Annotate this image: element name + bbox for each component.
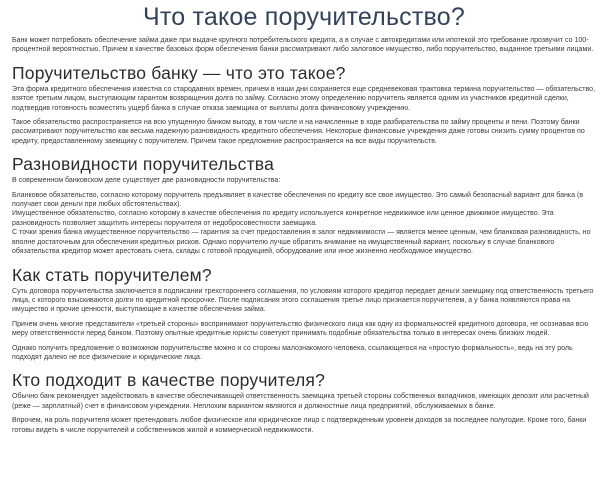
section-heading: Кто подходит в качестве поручителя? [12, 370, 326, 391]
section-paragraph: Однако получить предложение о возможном поручительстве можно и со стороны малознакомого человека, ссылающегося на «простую формальность», ведь на эту роль подходят далеко не все физические и юридические лица. [12, 344, 573, 361]
intro-paragraph: Банк может потребовать обеспечение займа даже при выдаче крупного потребительского кредита, а в случае с автокредитами или ипотекой это требование прозвучит со 100-процентной вероятностью. Причем в качестве базовых форм обеспечения банки рассматривают либо залоговое имущество, либо поручительство, выданное третьими лицами. [12, 37, 594, 54]
section-heading: Поручительство банку — что это такое? [12, 62, 346, 83]
section-paragraph: Обычно банк рекомендует задействовать в качестве обеспечивающей ответственность заемщика третьей стороны собственных вкладчиков, имеющих депозит или расчетный (реже — зарплатный) счет в финансовом учреждении. Неплохим вариантом являются и должностные лица предприятий, обслуживаемых в банке. [12, 393, 589, 410]
section-paragraph: С точки зрения банка имущественное поручительство — гарантия за счет предоставления в залог недвижимости — является менее ценным, чем бланковая разновидность, но вполне достаточным для обеспечения кредитных рисков. Однако поручителю лучше обратить внимание на имущественный вариант, поскольку в случае бланкового обязательства кредитор может арестовать счета, склады с готовой продукцией, оборудование или иное жизненно необходимое имущество. [12, 229, 591, 256]
section-who-qualifies [12, 370, 596, 435]
section-heading: Как стать поручителем? [12, 264, 212, 285]
section-paragraph: Впрочем, на роль поручителя может претендовать любое физическое или юридическое лицо с подтвержденным уровнем доходов за последнее полугодие. Кроме того, банки готовы видеть в числе поручителей и собственников жилой и коммерческой недвижимости. [12, 417, 587, 434]
section-surety-definition [12, 63, 596, 146]
section-become-guarantor [12, 265, 596, 363]
section-paragraph: Причем очень многие представители «третьей стороны» воспринимают поручительство физического лица как одну из формальностей кредитного договора, не осознавая всю меру ответственности перед банком. Поэтому опытные кредитные юристы советуют принимать подобные обязательства только в интересах очень близких людей. [12, 320, 589, 338]
intro-block [12, 36, 596, 55]
section-paragraph: Имущественное обязательство, согласно которому в качестве обеспечения по кредиту используется конкретное недвижимое или ценное движимое имущество. Эта разновидность позволяет защитить интересы поручителя от недобросовестности заемщика. [12, 210, 554, 227]
section-heading: Разновидности поручительства [12, 154, 275, 175]
section-surety-types [12, 154, 596, 256]
section-paragraph: Бланковое обязательство, согласно которому поручитель предъявляет в качестве обеспечения по кредиту все свое имущество. Это самый безопасный вариант для банка (в получает свои деньги при любых обстоятельствах). [12, 191, 584, 209]
section-paragraph: Эта форма кредитного обеспечения известна со стародавних времен, причем в наши дни сохраняется еще средневековая трактовка термина поручительство — обязательство, взятое третьим лицом, выступающим гарантом возвращения долга по займу. Согласно этому определению поручитель является одним из участников кредитной сделки, подтвердив готовность возместить ущерб банка в случае отказа заемщика от выплаты долга финансовому учреждению. [12, 85, 596, 112]
section-paragraph: Такое обязательство распространяется на всю упущенную банком выгоду, в том числе и на начисленные в ходе разбирательства по займу проценты и пени. Поэтому банки рассматривают поручительство как весьма надежную разновидность кредитного обеспечения. Некоторые финансовые учреждения даже готовы снизить сумму процентов по кредиту, предоставленному заемщику с поручителем. Причем такое предложение распространяется на все виды поручительств. [12, 119, 585, 145]
section-paragraph: В современном банковском деле существует две разновидности поручительства: [12, 177, 281, 185]
page-title: Что такое поручительство? [143, 3, 465, 31]
section-paragraph: Суть договора поручительства заключается в подписании трехстороннего соглашения, по условиям которого кредитор передает деньги заемщику под ответственность третьего лица, с которого взыскиваются долги по кредитной просрочке. После подписания этого соглашения третье лицо признается поручителем, а у банка появляются права на имущество и прочие ценности, выступающие в качестве обеспечения займа. [12, 287, 594, 314]
